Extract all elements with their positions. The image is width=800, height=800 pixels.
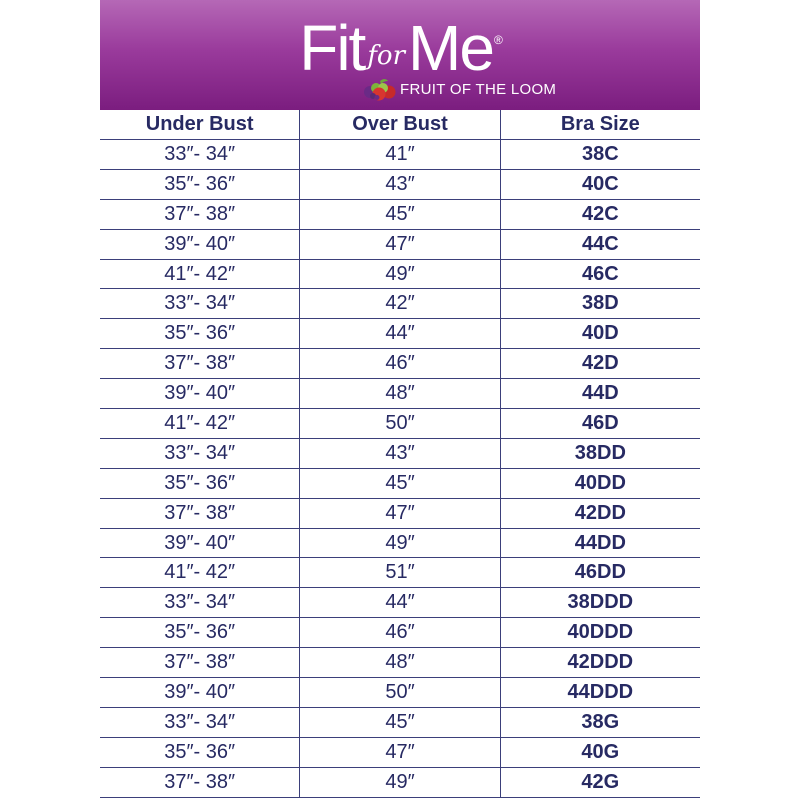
table-row: [100, 678, 700, 708]
bra-size-cell: 44DDD: [500, 678, 700, 707]
logo-me: Me: [408, 12, 493, 84]
header-over-bust: Over Bust: [299, 110, 499, 139]
under-bust-cell: 33″- 34″: [164, 591, 236, 614]
table-row: [100, 529, 700, 559]
bra-size-cell: 40DD: [500, 469, 700, 498]
under-bust-cell: 35″- 36″: [164, 322, 236, 345]
sub-brand-text: FRUIT OF THE LOOM: [400, 81, 557, 98]
table-row: [100, 588, 700, 618]
under-bust-cell: 39″- 40″: [164, 232, 236, 255]
bra-size-cell: 46C: [500, 260, 700, 289]
under-bust-cell: 33″- 34″: [164, 142, 236, 165]
bra-size-cell: 42D: [500, 349, 700, 378]
over-bust-cell: 49″: [299, 529, 499, 558]
over-bust-cell: 47″: [299, 499, 499, 528]
bra-size-cell: 42DD: [500, 499, 700, 528]
under-bust-cell: 41″- 42″: [164, 561, 236, 584]
over-bust-cell: 43″: [299, 439, 499, 468]
table-row: [100, 319, 700, 349]
over-bust-cell: 43″: [299, 170, 499, 199]
under-bust-cell: 39″- 40″: [164, 382, 236, 405]
under-bust-cell: 35″- 36″: [164, 740, 236, 763]
table-row: [100, 170, 700, 200]
under-bust-cell: 37″- 38″: [164, 352, 236, 375]
over-bust-cell: 45″: [299, 708, 499, 737]
header-under-bust: Under Bust: [145, 113, 254, 135]
under-bust-cell: 37″- 38″: [164, 770, 236, 793]
under-bust-cell: 35″- 36″: [164, 172, 236, 195]
under-bust-cell: 35″- 36″: [164, 621, 236, 644]
bra-size-cell: 42G: [500, 768, 700, 797]
table-row: [100, 260, 700, 290]
header-bra-size: Bra Size: [500, 110, 700, 139]
over-bust-cell: 44″: [299, 319, 499, 348]
bra-size-cell: 38DD: [500, 439, 700, 468]
bra-size-cell: 44DD: [500, 529, 700, 558]
table-header-row: [100, 110, 700, 140]
over-bust-cell: 45″: [299, 200, 499, 229]
over-bust-cell: 48″: [299, 379, 499, 408]
over-bust-cell: 46″: [299, 349, 499, 378]
bra-size-cell: 44D: [500, 379, 700, 408]
under-bust-cell: 39″- 40″: [164, 680, 236, 703]
table-row: [100, 289, 700, 319]
over-bust-cell: 50″: [299, 409, 499, 438]
table-row: [100, 439, 700, 469]
over-bust-cell: 47″: [299, 230, 499, 259]
table-row: [100, 140, 700, 170]
bra-size-cell: 44C: [500, 230, 700, 259]
table-row: [100, 469, 700, 499]
under-bust-cell: 37″- 38″: [164, 651, 236, 674]
bra-size-cell: 38DDD: [500, 588, 700, 617]
over-bust-cell: 44″: [299, 588, 499, 617]
under-bust-cell: 33″- 34″: [164, 441, 236, 464]
table-row: [100, 379, 700, 409]
under-bust-cell: 41″- 42″: [164, 411, 236, 434]
table-row: [100, 648, 700, 678]
table-row: [100, 768, 700, 798]
under-bust-cell: 35″- 36″: [164, 471, 236, 494]
over-bust-cell: 48″: [299, 648, 499, 677]
under-bust-cell: 37″- 38″: [164, 501, 236, 524]
table-row: [100, 200, 700, 230]
bra-size-cell: 40C: [500, 170, 700, 199]
table-row: [100, 349, 700, 379]
bra-size-cell: 40D: [500, 319, 700, 348]
fruit-of-the-loom-logo: [362, 78, 556, 102]
bra-size-cell: 38G: [500, 708, 700, 737]
over-bust-cell: 51″: [299, 558, 499, 587]
bra-size-cell: 38D: [500, 289, 700, 318]
table-row: [100, 738, 700, 768]
over-bust-cell: 46″: [299, 618, 499, 647]
logo-fit: Fit: [299, 12, 365, 84]
over-bust-cell: 45″: [299, 469, 499, 498]
over-bust-cell: 49″: [299, 260, 499, 289]
over-bust-cell: 47″: [299, 738, 499, 767]
bra-size-cell: 46D: [500, 409, 700, 438]
over-bust-cell: 41″: [299, 140, 499, 169]
under-bust-cell: 39″- 40″: [164, 531, 236, 554]
bra-size-cell: 40G: [500, 738, 700, 767]
over-bust-cell: 49″: [299, 768, 499, 797]
under-bust-cell: 37″- 38″: [164, 202, 236, 225]
over-bust-cell: 50″: [299, 678, 499, 707]
under-bust-cell: 33″- 34″: [164, 292, 236, 315]
fruit-cluster-icon: [362, 78, 398, 102]
brand-banner: [100, 0, 700, 110]
bra-size-cell: 42DDD: [500, 648, 700, 677]
table-row: [100, 558, 700, 588]
table-row: [100, 230, 700, 260]
bra-size-cell: 38C: [500, 140, 700, 169]
table-row: [100, 618, 700, 648]
bra-size-cell: 40DDD: [500, 618, 700, 647]
size-chart-table: [100, 110, 700, 798]
under-bust-cell: 33″- 34″: [164, 710, 236, 733]
registered-mark: ®: [493, 33, 501, 47]
bra-size-cell: 42C: [500, 200, 700, 229]
table-row: [100, 499, 700, 529]
logo-for: for: [367, 41, 406, 71]
table-row: [100, 708, 700, 738]
over-bust-cell: 42″: [299, 289, 499, 318]
bra-size-cell: 46DD: [500, 558, 700, 587]
table-row: [100, 409, 700, 439]
under-bust-cell: 41″- 42″: [164, 262, 236, 285]
